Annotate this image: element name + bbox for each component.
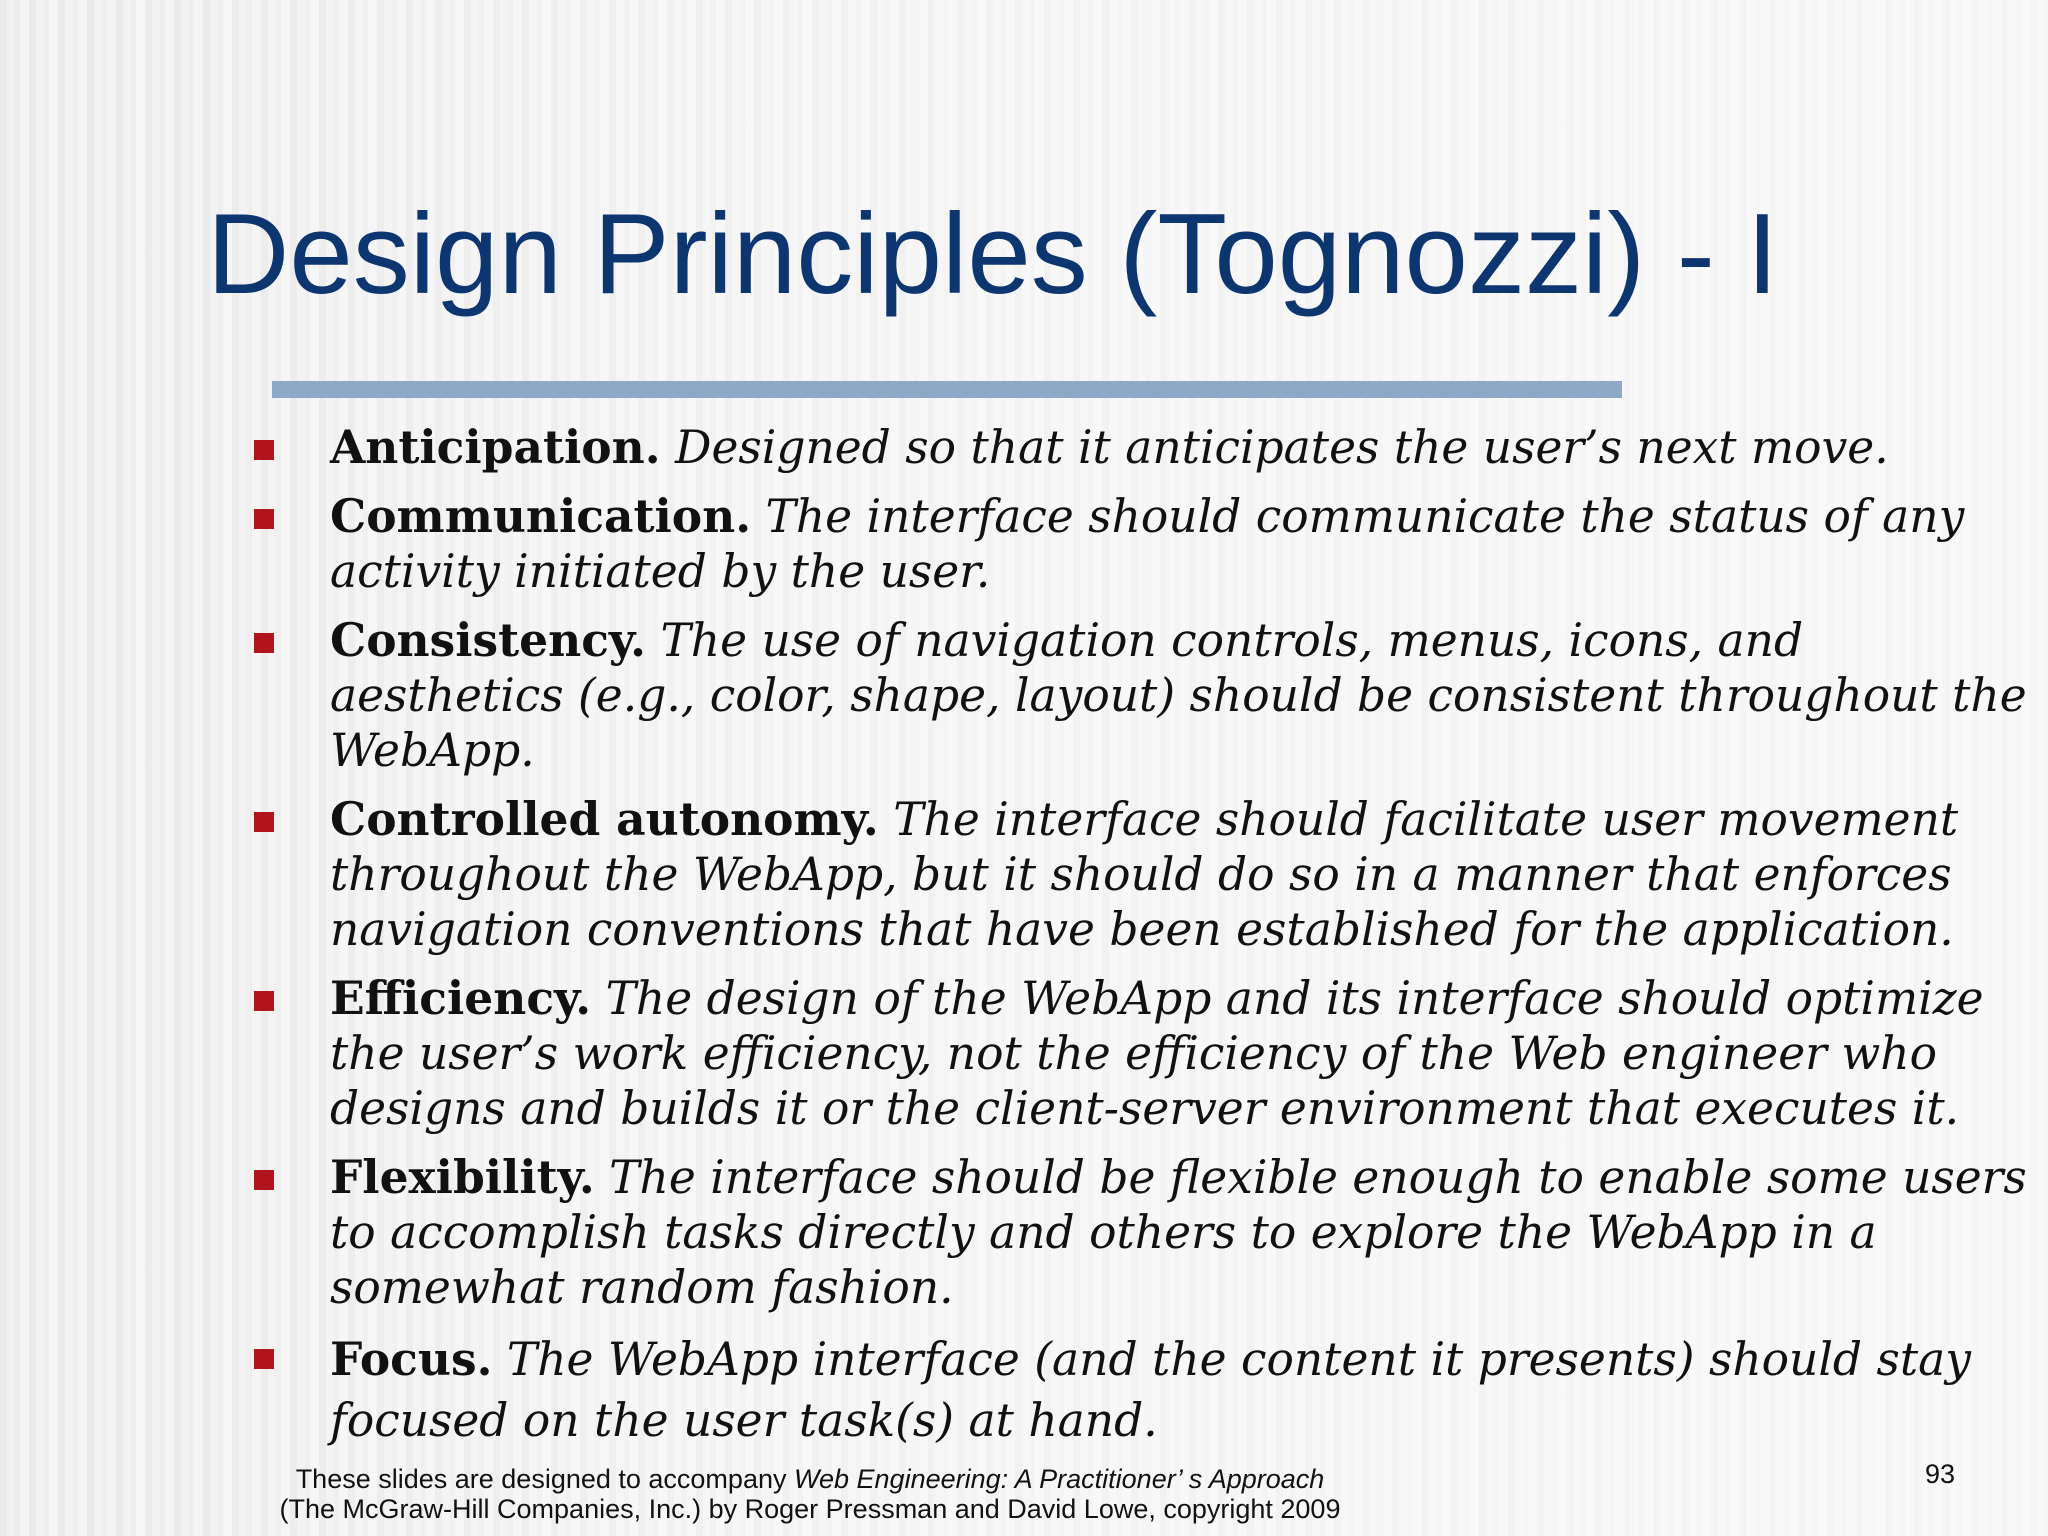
principles-list — [252, 420, 2042, 1465]
principle-term: Communication. — [330, 489, 752, 543]
footer-line-1 — [210, 1464, 1410, 1494]
square-bullet-icon — [254, 633, 274, 653]
footer-line-2: (The McGraw-Hill Companies, Inc.) by Roger Pressman and David Lowe, copyright 2009 — [279, 1494, 1341, 1524]
footer-prefix: These slides are designed to accompany — [295, 1464, 787, 1494]
principle-description: The interface should facilitate user movement throughout the WebApp, but it should do so in a manner that enforces navigation conventions that have been established for the application. — [330, 793, 1959, 956]
principle-term: Consistency. — [330, 613, 646, 667]
square-bullet-icon — [254, 440, 274, 460]
principle-description: The interface should be flexible enough to enable some users to accomplish tasks directly and others to explore the WebApp in a somewhat random fashion. — [330, 1151, 2027, 1314]
principle-anticipation — [252, 420, 2042, 475]
square-bullet-icon — [254, 1349, 274, 1369]
principle-term: Flexibility. — [330, 1150, 595, 1204]
footer-credit — [210, 1464, 1410, 1524]
principle-description: The design of the WebApp and its interface should optimize the user’s work efficiency, not the efficiency of the Web engineer who designs and builds it or the client-server environment that executes it. — [330, 972, 1984, 1135]
principle-consistency — [252, 613, 2042, 778]
principle-description: The interface should communicate the status of any activity initiated by the user. — [330, 490, 1965, 598]
square-bullet-icon — [254, 509, 274, 529]
book-title: Web Engineering: A Practitioner’ s Approach — [794, 1464, 1325, 1494]
principle-communication — [252, 489, 2042, 599]
principle-controlled-autonomy — [252, 792, 2042, 957]
square-bullet-icon — [254, 812, 274, 832]
slide-title: Design Principles (Tognozzi) - I — [207, 191, 1779, 318]
principle-term: Efficiency. — [330, 971, 592, 1025]
principle-description: The use of navigation controls, menus, icons, and aesthetics (e.g., color, shape, layout) should be consistent throughout the WebApp. — [330, 614, 2027, 777]
principle-flexibility — [252, 1150, 2042, 1315]
principle-term: Anticipation. — [330, 420, 661, 474]
title-underline — [272, 381, 1622, 398]
square-bullet-icon — [254, 991, 274, 1011]
principle-efficiency — [252, 971, 2042, 1136]
principle-term: Controlled autonomy. — [330, 792, 879, 846]
principle-description: Designed so that it anticipates the user’s next move. — [675, 421, 1889, 474]
principle-description: The WebApp interface (and the content it presents) should stay focused on the user task(s) at hand. — [330, 1333, 1971, 1447]
principle-term: Focus. — [330, 1332, 493, 1386]
page-number: 93 — [1925, 1459, 1956, 1489]
principle-focus — [252, 1329, 2042, 1451]
square-bullet-icon — [254, 1170, 274, 1190]
